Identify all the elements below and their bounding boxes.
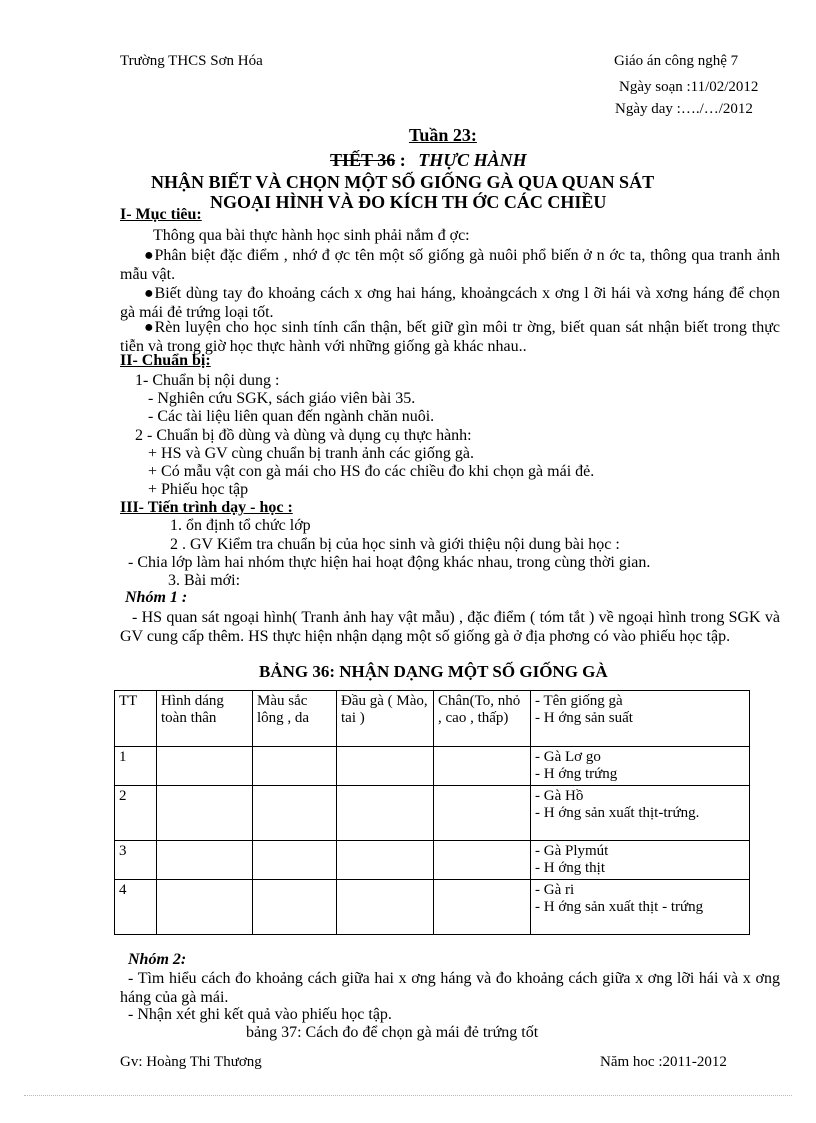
group-1-label: Nhóm 1 : — [125, 589, 188, 606]
group-1-text: - HS quan sát ngoại hình( Tranh ảnh hay vật mẫu) , đặc điểm ( tóm tắt ) về ngoại hình trong SGK và GV cung cấp thêm. HS thực hiện nhận dạng một số giống gà ở địa phơng có vào phiếu học tập. — [120, 609, 780, 645]
row-number: 2 — [115, 786, 157, 841]
lesson-number: TIẾT 36 — [330, 150, 396, 170]
cell-empty[interactable] — [434, 747, 531, 786]
prep-item-2b: + Có mẫu vật con gà mái cho HS đo các chiều đo khi chọn gà mái đẻ. — [148, 463, 595, 480]
header-body-shape: Hình dáng toàn thân — [157, 691, 253, 747]
prep-item-2c: + Phiếu học tập — [148, 481, 249, 498]
breed-info: - Gà Lơ go - H ớng trứng — [531, 747, 750, 786]
lesson-type: THỰC HÀNH — [418, 150, 527, 170]
step-2: 2 . GV Kiểm tra chuẩn bị của học sinh và giới thiệu nội dung bài học : — [170, 536, 620, 553]
table-row — [115, 747, 750, 786]
teacher-name: Gv: Hoàng Thi Thương — [120, 1054, 262, 1070]
section-1-bullet-2: ●Biết dùng tay đo khoảng cách x ơng hai háng, khoảngcách x ơng l ỡi hái và xơng háng để chọn gà mái đẻ trứng loại tốt. — [120, 285, 781, 321]
bullet-dot-icon: ● — [144, 319, 155, 336]
group-2-label: Nhóm 2: — [128, 951, 187, 968]
group-2-text-2: - Nhận xét ghi kết quả vào phiếu học tập. — [128, 1006, 392, 1023]
header-legs: Chân(To, nhỏ , cao , thấp) — [434, 691, 531, 747]
lesson-separator: : — [399, 150, 406, 170]
cell-empty[interactable] — [337, 747, 434, 786]
title-line-1: NHẬN BIẾT VÀ CHỌN MỘT SỐ GIỐNG GÀ QUA QUAN SÁT — [151, 172, 655, 192]
row-number: 4 — [115, 880, 157, 935]
subject-name: Giáo án công nghệ 7 — [614, 53, 739, 69]
section-1-intro: Thông qua bài thực hành học sinh phải nắm đ ợc: — [153, 227, 470, 244]
section-1-heading: I- Mục tiêu: — [120, 206, 202, 223]
cell-empty[interactable] — [157, 786, 253, 841]
section-3-heading: III- Tiến trình dạy - học : — [120, 499, 293, 516]
prep-item-1a: - Nghiên cứu SGK, sách giáo viên bài 35. — [148, 390, 416, 407]
cell-empty[interactable] — [253, 880, 337, 935]
row-number: 3 — [115, 841, 157, 880]
cell-empty[interactable] — [253, 841, 337, 880]
cell-empty[interactable] — [337, 786, 434, 841]
title-line-2: NGOẠI HÌNH VÀ ĐO KÍCH TH ỚC CÁC CHIỀU — [210, 192, 607, 212]
table-row — [115, 841, 750, 880]
prep-item-2a: + HS và GV cùng chuẩn bị tranh ảnh các giống gà. — [148, 445, 474, 462]
section-2-heading: II- Chuẩn bị: — [120, 352, 211, 369]
prep-date: Ngày soạn :11/02/2012 — [619, 79, 759, 95]
breed-info: - Gà ri - H ớng sản xuất thịt - trứng — [531, 880, 750, 935]
table-header-row — [115, 691, 750, 747]
school-name: Trường THCS Sơn Hóa — [120, 53, 263, 69]
row-number: 1 — [115, 747, 157, 786]
breed-info: - Gà Plymút - H ớng thịt — [531, 841, 750, 880]
cell-empty[interactable] — [337, 880, 434, 935]
prep-item-2: 2 - Chuẩn bị đồ dùng và dùng và dụng cụ thực hành: — [135, 427, 472, 444]
prep-item-1b: - Các tài liệu liên quan đến ngành chăn nuôi. — [148, 408, 435, 425]
table-36-title: BẢNG 36: NHẬN DẠNG MỘT SỐ GIỐNG GÀ — [259, 662, 608, 681]
lesson-heading — [330, 150, 527, 171]
school-year: Năm hoc :2011-2012 — [600, 1054, 727, 1070]
header-color: Màu sắc lông , da — [253, 691, 337, 747]
teach-date: Ngày day :…./…/2012 — [615, 101, 753, 117]
cell-empty[interactable] — [434, 880, 531, 935]
table-row — [115, 880, 750, 935]
bullet-dot-icon: ● — [144, 247, 155, 264]
cell-empty[interactable] — [157, 747, 253, 786]
step-1: 1. ổn định tổ chức lớp — [170, 517, 311, 534]
header-breed: - Tên giống gà - H ớng sản suất — [531, 691, 750, 747]
breed-table — [114, 690, 750, 935]
bullet-dot-icon: ● — [144, 285, 155, 302]
section-1-bullet-3: ●Rèn luyện cho học sinh tính cẩn thận, bết giữ gìn môi tr ờng, biết quan sát nhận biết trong thực tiễn và trong giờ học thực hành với những giống gà khác nhau.. — [120, 319, 780, 355]
breed-info: - Gà Hồ - H ớng sản xuất thịt-trứng. — [531, 786, 750, 841]
cell-empty[interactable] — [253, 786, 337, 841]
step-3: 3. Bài mới: — [168, 572, 241, 589]
group-2-text-1: - Tìm hiểu cách đo khoảng cách giữa hai x ơng háng và đo khoảng cách giữa x ơng lỡi hái và x ơng háng của gà mái. — [120, 970, 780, 1006]
cell-empty[interactable] — [157, 841, 253, 880]
class-split: - Chia lớp làm hai nhóm thực hiện hai hoạt động khác nhau, trong cùng thời gian. — [128, 554, 651, 571]
table-row — [115, 786, 750, 841]
cell-empty[interactable] — [434, 841, 531, 880]
cell-empty[interactable] — [337, 841, 434, 880]
cell-empty[interactable] — [253, 747, 337, 786]
section-1-bullet-1: ●Phân biệt đặc điểm , nhớ đ ợc tên một số giống gà nuôi phổ biến ở n ớc ta, thông qua tranh ảnh mẫu vật. — [120, 247, 780, 283]
table-37-title: bảng 37: Cách đo để chọn gà mái đẻ trứng tốt — [246, 1024, 539, 1041]
week-title: Tuần 23: — [409, 125, 477, 145]
page-divider — [24, 1095, 792, 1096]
cell-empty[interactable] — [157, 880, 253, 935]
header-tt: TT — [115, 691, 157, 747]
header-head: Đầu gà ( Mào, tai ) — [337, 691, 434, 747]
prep-item-1: 1- Chuẩn bị nội dung : — [135, 372, 280, 389]
cell-empty[interactable] — [434, 786, 531, 841]
